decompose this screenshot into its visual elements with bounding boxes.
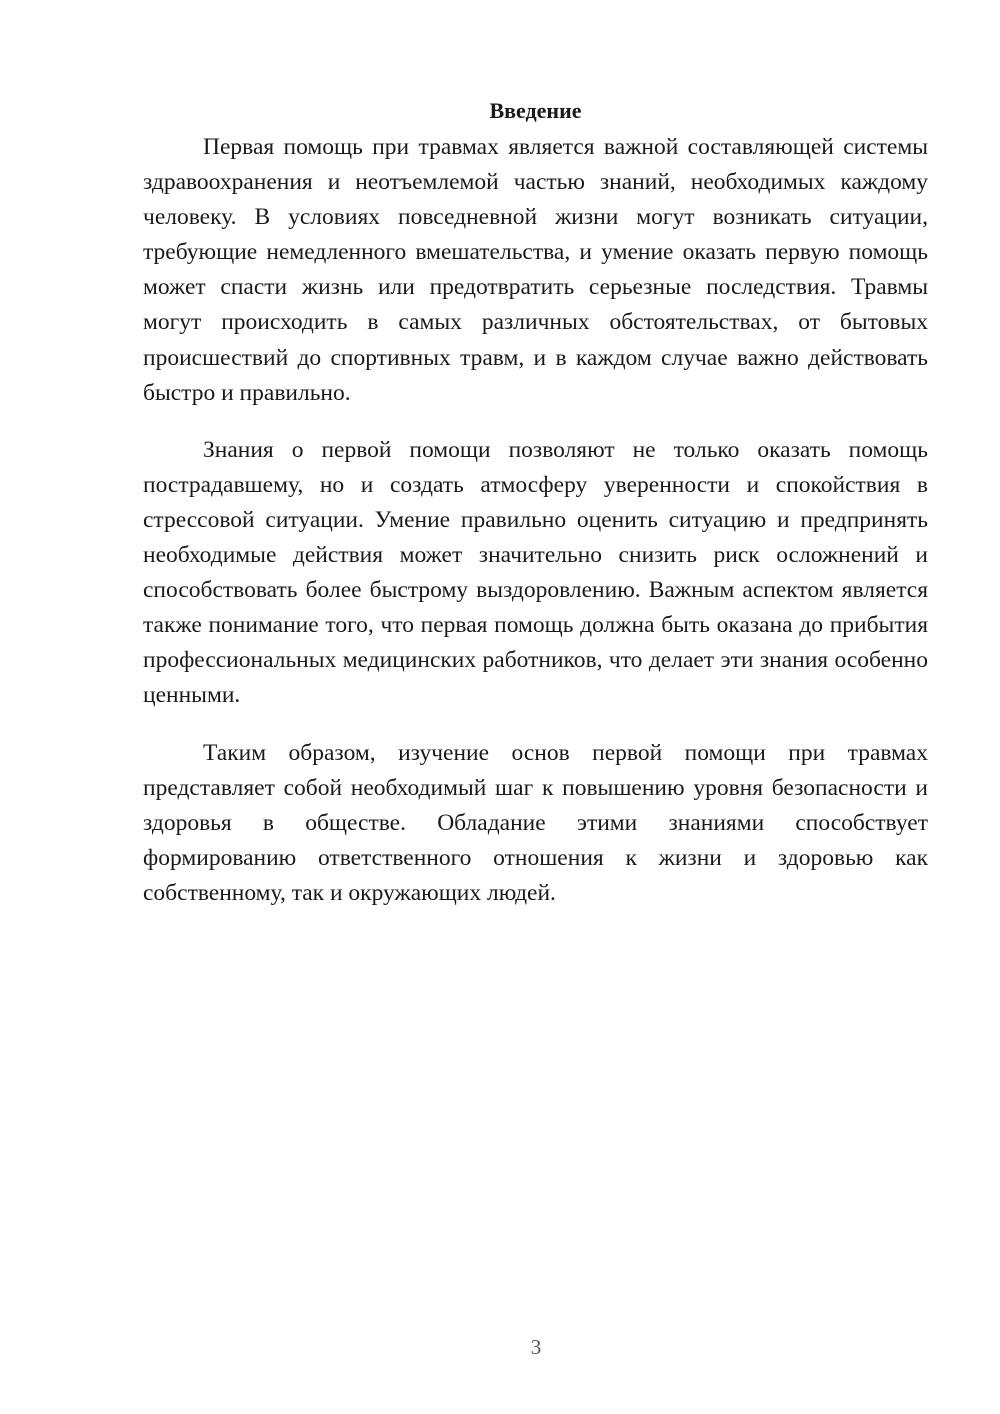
page-content [143, 96, 928, 933]
paragraph-1: Первая помощь при травмах является важной составляющей системы здравоохранения и неотъемлемой частью знаний, необходимых каждому человеку. В условиях повседневной жизни могут возникать ситуации, требующие немедленного вмешательства, и умение оказать первую помощь может спасти жизнь или предотвратить серьезные последствия. Травмы могут происходить в самых различных обстоятельствах, от бытовых происшествий до спортивных травм, и в каждом случае важно действовать быстро и правильно. [143, 134, 928, 406]
paragraph-2: Знания о первой помощи позволяют не только оказать помощь пострадавшему, но и создать атмосферу уверенности и спокойствия в стрессовой ситуации. Умение правильно оценить ситуацию и предпринять необходимые действия может значительно снизить риск осложнений и способствовать более быстрому выздоровлению. Важным аспектом является также понимание того, что первая помощь должна быть оказана до прибытия профессиональных медицинских работников, что делает эти знания особенно ценными. [143, 436, 928, 709]
section-title: Введение [489, 98, 582, 123]
paragraph-3: Таким образом, изучение основ первой помощи при травмах представляет собой необходимый шаг к повышению уровня безопасности и здоровья в обществе. Обладание этими знаниями способствует формированию ответственного отношения к жизни и здоровью как собственному, так и окружающих людей. [143, 739, 928, 906]
page-number: 3 [530, 1335, 542, 1359]
